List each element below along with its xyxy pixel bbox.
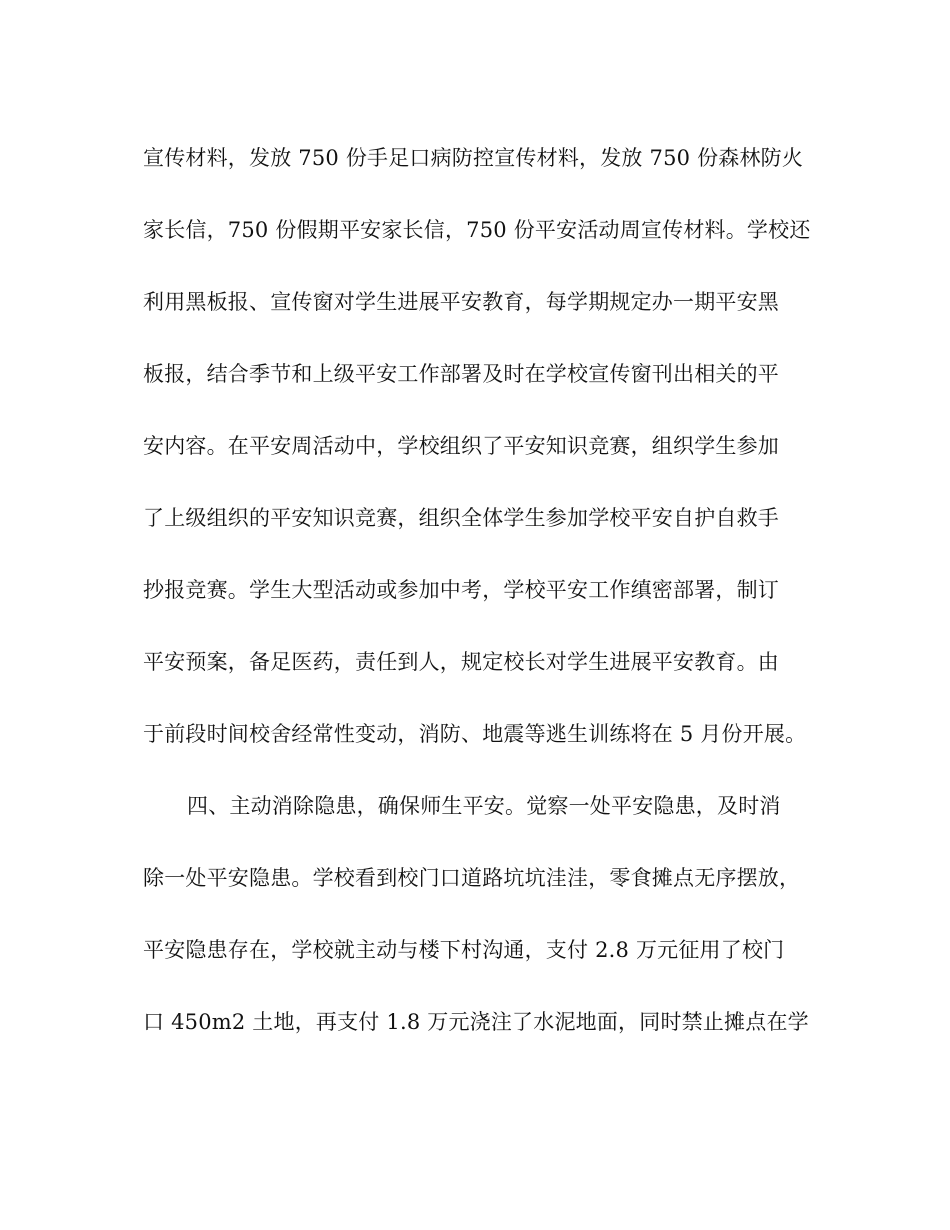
text-line-9: 于前段时间校舍经常性变动，消防、地震等逃生训练将在 5 月份开展。 xyxy=(143,722,807,746)
section-four-first-line: 四、主动消除隐患，确保师生平安。觉察一处平安隐患，及时消 xyxy=(187,794,781,818)
body-text xyxy=(143,138,811,1074)
text-line-3: 利用黑板报、宣传窗对学生进展平安教育，每学期规定办一期平安黑 xyxy=(143,290,779,314)
text-line-1: 宣传材料，发放 750 份手足口病防控宣传材料，发放 750 份森林防火 xyxy=(143,146,804,170)
text-line-13: 口 450m2 土地，再支付 1.8 万元浇注了水泥地面，同时禁止摊点在学 xyxy=(143,1010,809,1034)
text-line-6: 了上级组织的平安知识竞赛，组织全体学生参加学校平安自护自救手 xyxy=(143,506,779,530)
text-line-11: 除一处平安隐患。学校看到校门口道路坑坑洼洼，零食摊点无序摆放， xyxy=(143,866,801,890)
text-line-12: 平安隐患存在，学校就主动与楼下村沟通，支付 2.8 万元征用了校门 xyxy=(143,938,785,962)
text-line-7: 抄报竞赛。学生大型活动或参加中考，学校平安工作缜密部署，制订 xyxy=(143,578,779,602)
text-line-4: 板报，结合季节和上级平安工作部署及时在学校宣传窗刊出相关的平 xyxy=(143,362,779,386)
text-line-5: 安内容。在平安周活动中，学校组织了平安知识竞赛，组织学生参加 xyxy=(143,434,779,458)
text-line-2: 家长信，750 份假期平安家长信，750 份平安活动周宣传材料。学校还 xyxy=(143,218,811,242)
text-line-8: 平安预案，备足医药，责任到人，规定校长对学生进展平安教育。由 xyxy=(143,650,779,674)
